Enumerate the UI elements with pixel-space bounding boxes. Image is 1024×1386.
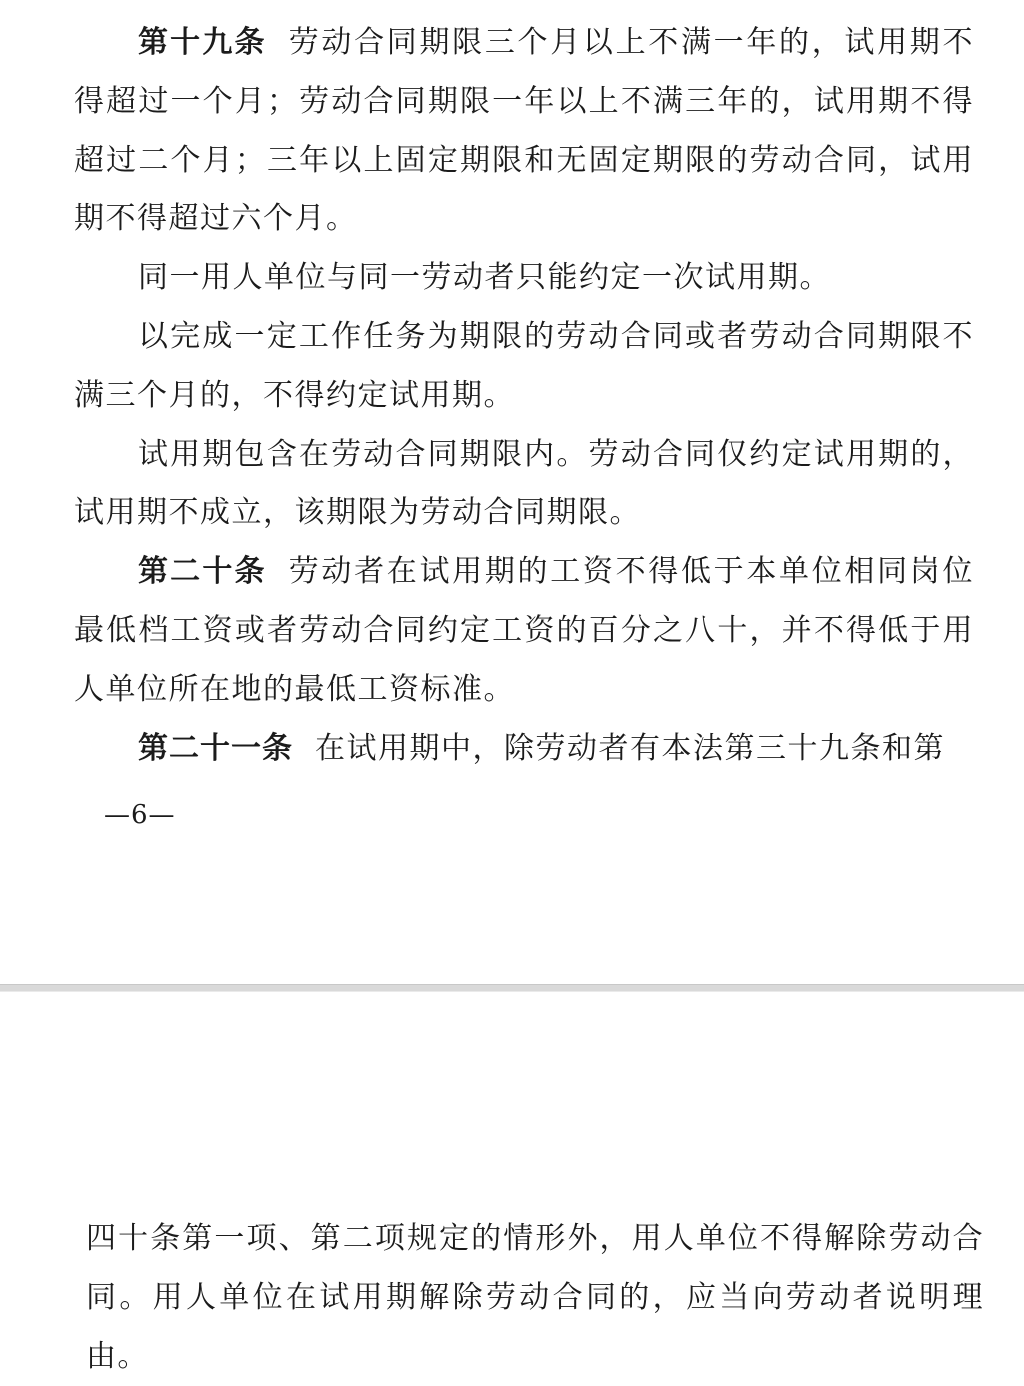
article-number: 第二十一条: [138, 730, 293, 766]
article-21-paragraph: [74, 720, 974, 779]
document-page-7: [0, 992, 1024, 1374]
article-21-continuation: 四十条第一项、第二项规定的情形外，用人单位不得解除劳动合同。用人单位在试用期解除劳动合同的，应当向劳动者说明理由。: [86, 1221, 984, 1374]
article-text: 在试用期中，除劳动者有本法第三十九条和第: [315, 730, 945, 766]
clause-text: 以完成一定工作任务为期限的劳动合同或者劳动合同期限不满三个月的，不得约定试用期。: [74, 318, 974, 413]
page-body: [86, 1210, 984, 1386]
page-number: —6—: [104, 800, 176, 830]
clause-text: 试用期包含在劳动合同期限内。劳动合同仅约定试用期的，试用期不成立，该期限为劳动合同期限。: [74, 436, 974, 531]
article-19-paragraph: [74, 14, 974, 249]
clause-text: 同一用人单位与同一劳动者只能约定一次试用期。: [138, 260, 831, 296]
page-break-divider: [0, 984, 1024, 992]
article-20-paragraph: [74, 543, 974, 719]
page-body: [74, 14, 974, 778]
article-19-clause-3: [74, 308, 974, 426]
article-19-clause-4: [74, 426, 974, 544]
article-text: 劳动合同期限三个月以上不满一年的，试用期不得超过一个月；劳动合同期限一年以上不满三年的，试用期不得超过二个月；三年以上固定期限和无固定期限的劳动合同，试用期不得超过六个月。: [74, 25, 974, 237]
article-text: 劳动者在试用期的工资不得低于本单位相同岗位最低档工资或者劳动合同约定工资的百分之八十，并不得低于用人单位所在地的最低工资标准。: [74, 554, 974, 707]
article-number: 第十九条: [138, 25, 267, 60]
article-number: 第二十条: [138, 554, 267, 590]
article-19-clause-2: [74, 249, 974, 308]
